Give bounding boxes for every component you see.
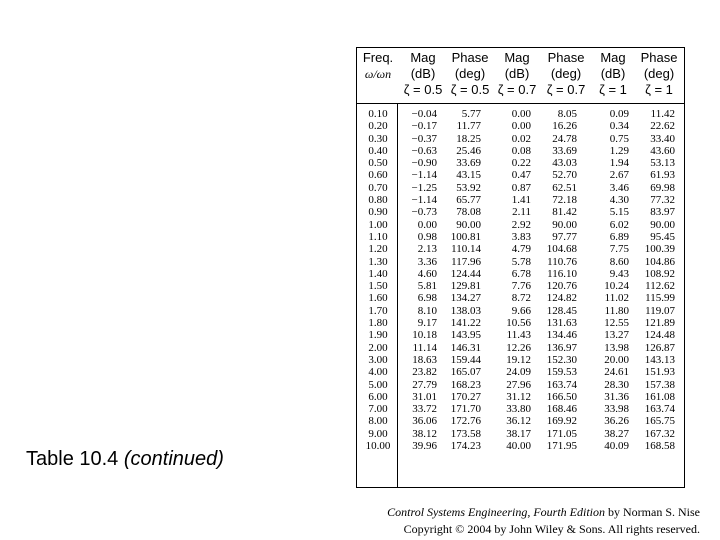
header-line: ω/ωn: [364, 67, 392, 81]
table-cell: 0.34: [609, 120, 629, 133]
table-cell: 38.17: [506, 427, 531, 440]
table-cell: −0.63: [411, 144, 437, 157]
table-cell: 90.00: [552, 218, 577, 231]
table-cell: 138.03: [450, 304, 481, 317]
table-cell: 1.41: [511, 194, 531, 207]
table-cell: 11.43: [506, 329, 531, 342]
header-line: (deg): [550, 66, 582, 81]
table-cell: 117.96: [451, 255, 481, 268]
table-cell: 18.63: [412, 353, 437, 366]
table-cell: 143.13: [644, 353, 675, 366]
table-cell: 3.36: [417, 255, 437, 268]
table-cell: 7.76: [511, 280, 531, 293]
table-cell: 90.00: [650, 218, 675, 231]
table-cell: 10.18: [412, 329, 437, 342]
header-mag-1: [593, 50, 633, 98]
table-cell: 171.05: [546, 427, 577, 440]
table-cell: 0.30: [368, 132, 388, 145]
table-cell: 146.31: [450, 341, 481, 354]
table-cell: 104.68: [546, 243, 577, 256]
header-phase-07: [539, 50, 593, 98]
table-cell: 6.00: [368, 390, 388, 403]
table-cell: 124.82: [546, 292, 577, 305]
column-mag-1: [593, 108, 629, 452]
table-cell: 134.46: [546, 329, 577, 342]
table-cell: 5.81: [417, 280, 437, 293]
table-cell: 0.00: [511, 108, 531, 120]
table-cell: 8.00: [368, 415, 388, 428]
header-mag-07: [495, 50, 539, 98]
table-cell: −0.73: [411, 206, 437, 219]
table-cell: 168.58: [644, 440, 675, 453]
table-cell: 1.60: [368, 292, 388, 305]
table-cell: 0.80: [368, 194, 388, 207]
table-cell: 69.98: [650, 181, 675, 194]
table-cell: 8.05: [557, 108, 577, 120]
header-line: (deg): [454, 66, 486, 81]
table-cell: 27.79: [412, 378, 437, 391]
table-cell: 11.42: [650, 108, 675, 120]
table-cell: 11.77: [456, 120, 481, 133]
table-cell: 7.75: [609, 243, 629, 256]
table-cell: 171.70: [450, 403, 481, 416]
table-cell: 129.81: [450, 280, 481, 293]
header-line: ζ = 1: [599, 82, 627, 97]
table-cell: 52.70: [552, 169, 577, 182]
table-cell: 36.06: [412, 415, 437, 428]
header-line: Phase: [547, 50, 585, 65]
table-cell: 83.97: [650, 206, 675, 219]
header-line: ζ = 1: [645, 82, 673, 97]
table-cell: 24.61: [604, 366, 629, 379]
table-cell: 0.09: [609, 108, 629, 120]
header-line: (deg): [643, 66, 675, 81]
table-cell: 7.00: [368, 403, 388, 416]
table-cell: 0.40: [368, 144, 388, 157]
column-mag-07: [495, 108, 531, 452]
table-cell: 1.90: [368, 329, 388, 342]
table-cell: 165.07: [450, 366, 481, 379]
table-cell: 170.27: [450, 390, 481, 403]
table-cell: 0.22: [511, 157, 531, 170]
header-line: Mag: [600, 50, 626, 65]
table-cell: 25.46: [456, 144, 481, 157]
table-cell: 163.74: [644, 403, 675, 416]
table-cell: 13.27: [604, 329, 629, 342]
table-cell: 1.80: [368, 317, 388, 330]
table-cell: 168.46: [546, 403, 577, 416]
table-cell: 11.14: [412, 341, 437, 354]
table-cell: 33.80: [506, 403, 531, 416]
table-cell: 33.40: [650, 132, 675, 145]
table-cell: 65.77: [456, 194, 481, 207]
table-cell: 4.79: [511, 243, 531, 256]
table-cell: 0.47: [511, 169, 531, 182]
column-phase-1: [635, 108, 675, 452]
table-cell: 6.02: [609, 218, 629, 231]
table-cell: 16.26: [552, 120, 577, 133]
table-cell: 2.13: [417, 243, 437, 256]
header-phase-05: [445, 50, 495, 98]
table-cell: 0.87: [511, 181, 531, 194]
table-cell: 31.01: [412, 390, 437, 403]
table-cell: 128.45: [546, 304, 577, 317]
table-cell: 24.78: [552, 132, 577, 145]
table-cell: 171.95: [546, 440, 577, 453]
book-author: by Norman S. Nise: [608, 505, 700, 519]
table-cell: 95.45: [650, 230, 675, 243]
header-line: ζ = 0.7: [546, 82, 586, 97]
table-cell: 136.97: [546, 341, 577, 354]
caption-title: Table 10.4: [26, 448, 119, 470]
header-line: Phase: [640, 50, 678, 65]
table-cell: 100.81: [450, 230, 481, 243]
table-cell: 157.38: [644, 378, 675, 391]
table-cell: 172.76: [450, 415, 481, 428]
table-cell: 119.07: [645, 304, 675, 317]
column-phase-05: [443, 108, 481, 452]
table-cell: 169.92: [546, 415, 577, 428]
book-title: Control Systems Engineering, Fourth Edition: [387, 505, 605, 519]
table-cell: 81.42: [552, 206, 577, 219]
table-cell: 9.43: [609, 267, 629, 280]
table-cell: 22.62: [650, 120, 675, 133]
table-cell: 0.50: [368, 157, 388, 170]
table-cell: −1.25: [411, 181, 437, 194]
table-cell: 31.12: [506, 390, 531, 403]
table-cell: 100.39: [644, 243, 675, 256]
table-cell: 0.08: [511, 144, 531, 157]
table-cell: 112.62: [645, 280, 675, 293]
table-caption: [26, 448, 224, 471]
table-cell: 1.30: [368, 255, 388, 268]
table-cell: −0.37: [411, 132, 437, 145]
table-cell: 0.10: [368, 108, 388, 120]
table-cell: 116.10: [547, 267, 577, 280]
column-freq: [361, 108, 395, 452]
header-line: ζ = 0.5: [450, 82, 490, 97]
table-cell: 0.98: [417, 230, 437, 243]
table-cell: 124.48: [644, 329, 675, 342]
table-cell: 10.24: [604, 280, 629, 293]
table-cell: 8.10: [417, 304, 437, 317]
table-cell: 8.60: [609, 255, 629, 268]
table-cell: 163.74: [546, 378, 577, 391]
table-cell: 159.53: [546, 366, 577, 379]
table-cell: 174.23: [450, 440, 481, 453]
header-line: ζ = 0.5: [403, 82, 443, 97]
table-cell: 13.98: [604, 341, 629, 354]
table-cell: 6.89: [609, 230, 629, 243]
table-cell: 5.78: [511, 255, 531, 268]
table-cell: 9.66: [511, 304, 531, 317]
header-line: (dB): [410, 66, 436, 81]
table-cell: 40.09: [604, 440, 629, 453]
table-cell: 10.56: [506, 317, 531, 330]
table-cell: 1.40: [368, 267, 388, 280]
header-line: Mag: [410, 50, 436, 65]
caption-continued: (continued): [123, 448, 224, 470]
table-cell: 43.60: [650, 144, 675, 157]
table-cell: −0.17: [411, 120, 437, 133]
table-cell: 28.30: [604, 378, 629, 391]
table-cell: 5.77: [461, 108, 481, 120]
table-cell: 8.72: [511, 292, 531, 305]
table-cell: 2.11: [512, 206, 531, 219]
table-cell: 1.10: [368, 230, 388, 243]
table-cell: 12.55: [604, 317, 629, 330]
table-cell: 168.23: [450, 378, 481, 391]
bode-table: [356, 47, 685, 488]
table-cell: 5.15: [609, 206, 629, 219]
table-cell: 6.98: [417, 292, 437, 305]
table-cell: 4.30: [609, 194, 629, 207]
table-cell: 23.82: [412, 366, 437, 379]
table-cell: 43.03: [552, 157, 577, 170]
header-phase-1: [633, 50, 685, 98]
table-cell: 0.00: [511, 120, 531, 133]
table-cell: 1.00: [368, 218, 388, 231]
table-cell: 40.00: [506, 440, 531, 453]
table-cell: 20.00: [604, 353, 629, 366]
table-cell: 1.94: [609, 157, 629, 170]
table-cell: 38.12: [412, 427, 437, 440]
table-cell: 165.75: [644, 415, 675, 428]
table-cell: 2.67: [609, 169, 629, 182]
table-cell: 36.12: [506, 415, 531, 428]
table-cell: 110.76: [547, 255, 577, 268]
table-cell: 3.00: [368, 353, 388, 366]
table-cell: 27.96: [506, 378, 531, 391]
column-divider: [397, 104, 398, 487]
table-cell: 134.27: [450, 292, 481, 305]
credit-copyright: Copyright © 2004 by John Wiley & Sons. All rights reserved.: [403, 522, 700, 536]
table-cell: 18.25: [456, 132, 481, 145]
column-phase-07: [537, 108, 577, 452]
table-cell: 0.60: [368, 169, 388, 182]
table-cell: 1.70: [368, 304, 388, 317]
header-line: Freq.: [362, 50, 394, 65]
table-cell: 115.99: [645, 292, 675, 305]
table-cell: 3.83: [511, 230, 531, 243]
table-cell: 121.89: [644, 317, 675, 330]
table-cell: 151.93: [644, 366, 675, 379]
table-cell: 124.44: [450, 267, 481, 280]
table-cell: 19.12: [506, 353, 531, 366]
table-cell: 11.02: [604, 292, 629, 305]
table-cell: 77.32: [650, 194, 675, 207]
table-cell: 53.13: [650, 157, 675, 170]
table-cell: 38.27: [604, 427, 629, 440]
table-cell: 97.77: [552, 230, 577, 243]
table-cell: 0.75: [609, 132, 629, 145]
table-cell: 33.72: [412, 403, 437, 416]
table-cell: 9.00: [368, 427, 388, 440]
table-cell: 36.26: [604, 415, 629, 428]
table-cell: 5.00: [368, 378, 388, 391]
table-cell: 143.95: [450, 329, 481, 342]
table-cell: 72.18: [552, 194, 577, 207]
table-cell: 0.20: [368, 120, 388, 133]
table-cell: 78.08: [456, 206, 481, 219]
table-cell: 12.26: [506, 341, 531, 354]
table-cell: 104.86: [644, 255, 675, 268]
table-cell: 31.36: [604, 390, 629, 403]
table-cell: 108.92: [644, 267, 675, 280]
table-cell: 141.22: [450, 317, 481, 330]
table-cell: 90.00: [456, 218, 481, 231]
table-cell: 131.63: [546, 317, 577, 330]
table-cell: 0.70: [368, 181, 388, 194]
table-cell: −0.90: [411, 157, 437, 170]
table-cell: 24.09: [506, 366, 531, 379]
table-cell: 2.92: [511, 218, 531, 231]
table-cell: 6.78: [511, 267, 531, 280]
table-cell: −1.14: [411, 194, 437, 207]
table-cell: 0.00: [417, 218, 437, 231]
header-freq: [359, 50, 397, 82]
table-cell: 1.50: [368, 280, 388, 293]
table-cell: 1.20: [368, 243, 388, 256]
table-cell: 53.92: [456, 181, 481, 194]
credit-line-1: [387, 504, 700, 521]
table-cell: 3.46: [609, 181, 629, 194]
table-cell: 33.98: [604, 403, 629, 416]
table-cell: 33.69: [552, 144, 577, 157]
header-mag-05: [401, 50, 445, 98]
credit: [387, 504, 700, 538]
table-header: [357, 48, 684, 104]
header-line: (dB): [600, 66, 626, 81]
table-cell: 4.60: [417, 267, 437, 280]
table-cell: 159.44: [450, 353, 481, 366]
table-cell: 9.17: [417, 317, 437, 330]
table-cell: 120.76: [546, 280, 577, 293]
table-cell: 152.30: [546, 353, 577, 366]
table-cell: −1.14: [411, 169, 437, 182]
table-cell: 43.15: [456, 169, 481, 182]
table-cell: 161.08: [644, 390, 675, 403]
table-cell: 0.02: [511, 132, 531, 145]
table-cell: 0.90: [368, 206, 388, 219]
table-cell: −0.04: [411, 108, 437, 120]
header-line: Mag: [504, 50, 530, 65]
column-mag-05: [401, 108, 437, 452]
table-cell: 2.00: [368, 341, 388, 354]
table-cell: 10.00: [365, 440, 391, 453]
header-line: ζ = 0.7: [497, 82, 537, 97]
table-cell: 166.50: [546, 390, 577, 403]
table-cell: 11.80: [604, 304, 629, 317]
table-cell: 167.32: [644, 427, 675, 440]
table-cell: 33.69: [456, 157, 481, 170]
header-line: Phase: [451, 50, 489, 65]
table-cell: 4.00: [368, 366, 388, 379]
table-cell: 39.96: [412, 440, 437, 453]
table-cell: 110.14: [451, 243, 481, 256]
table-cell: 61.93: [650, 169, 675, 182]
table-cell: 173.58: [450, 427, 481, 440]
table-cell: 126.87: [644, 341, 675, 354]
table-cell: 62.51: [552, 181, 577, 194]
table-cell: 1.29: [609, 144, 629, 157]
header-line: (dB): [504, 66, 530, 81]
